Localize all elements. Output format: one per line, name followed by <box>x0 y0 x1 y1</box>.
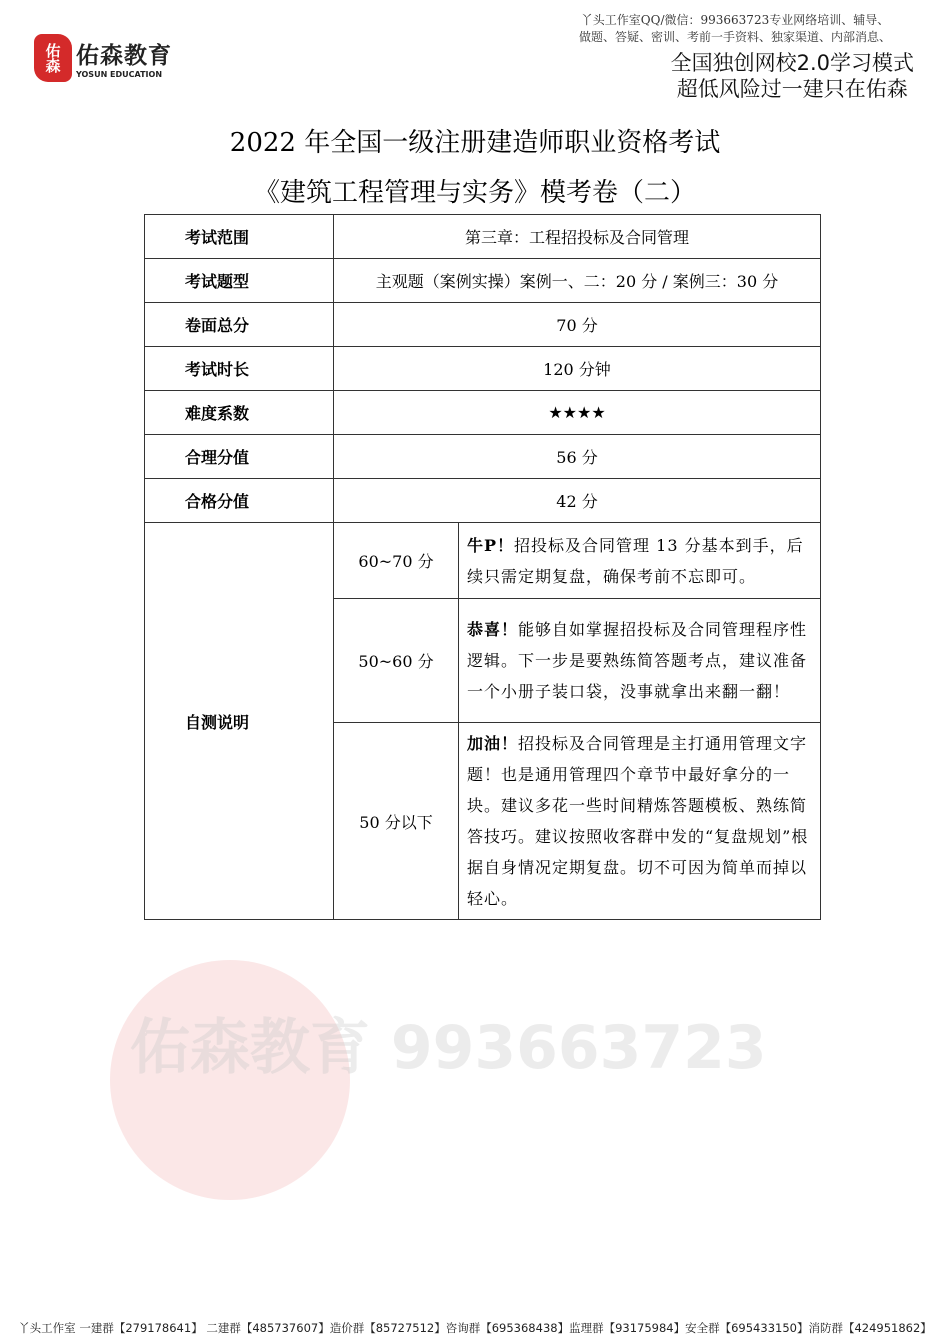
logo-mark: 佑森 <box>34 34 72 82</box>
table-row <box>145 479 821 523</box>
row-label: 合格分值 <box>145 479 334 523</box>
slogan <box>671 50 914 102</box>
logo-name: 佑森教育 <box>76 43 172 69</box>
row-label: 合理分值 <box>145 435 334 479</box>
row-label: 考试题型 <box>145 259 334 303</box>
row-value: 主观题（案例实操）案例一、二：20 分 / 案例三：30 分 <box>334 259 821 303</box>
row-value: 42 分 <box>334 479 821 523</box>
advice-text: 招投标及合同管理 13 分基本到手，后续只需定期复盘，确保考前不忘即可。 <box>467 535 804 586</box>
row-label: 难度系数 <box>145 391 334 435</box>
advice-text: 能够自如掌握招投标及合同管理程序性逻辑。下一步是要熟练简答题考点，建议准备一个小册子装口袋，没事就拿出来翻一翻！ <box>467 620 808 701</box>
row-label: 考试时长 <box>145 347 334 391</box>
table-row <box>145 347 821 391</box>
table-row <box>145 391 821 435</box>
advice <box>459 599 821 723</box>
watermark-seal <box>110 960 350 1200</box>
row-value: 70 分 <box>334 303 821 347</box>
title-line-2: 《建筑工程管理与实务》模考卷（二） <box>253 178 696 208</box>
slogan-line: 全国独创网校2.0学习模式 <box>670 51 914 75</box>
footer-groups: 丫头工作室 一建群【279178641】 二建群【485737607】造价群【85727512】咨询群【695368438】监理群【93175984】安全群【695433150】消防群【424951862】 <box>18 1321 932 1335</box>
row-value: 56 分 <box>334 435 821 479</box>
advice <box>459 723 821 920</box>
score-range: 50 分以下 <box>334 723 459 920</box>
row-label: 考试范围 <box>145 215 334 259</box>
watermark: 佑森教育 993663723 <box>130 1013 767 1083</box>
slogan-line: 超低风险过一建只在佑森 <box>676 77 908 101</box>
row-value: 第三章：工程招投标及合同管理 <box>334 215 821 259</box>
advice-lead: 牛P！ <box>467 535 515 555</box>
advice <box>459 523 821 599</box>
table-row <box>145 303 821 347</box>
exam-info-table <box>144 214 821 920</box>
row-value: 120 分钟 <box>334 347 821 391</box>
score-range: 60~70 分 <box>334 523 459 599</box>
table-row <box>145 215 821 259</box>
advice-lead: 恭喜！ <box>467 620 519 639</box>
contact-line: 丫头工作室QQ/微信：993663723专业网络培训、辅导、 <box>580 13 890 27</box>
self-test-row <box>145 523 821 599</box>
logo-english: YOSUN EDUCATION <box>76 70 163 79</box>
title-line-1: 2022 年全国一级注册建造师职业资格考试 <box>229 128 721 158</box>
table-row <box>145 259 821 303</box>
logo <box>34 34 172 82</box>
contact-line: 做题、答疑、密训、考前一手资料、独家渠道、内部消息、 <box>578 30 891 44</box>
row-value: ★★★★ <box>334 391 821 435</box>
self-test-label: 自测说明 <box>145 523 334 920</box>
score-range: 50~60 分 <box>334 599 459 723</box>
advice-text: 招投标及合同管理是主打通用管理文字题！也是通用管理四个章节中最好拿分的一块。建议多花一些时间精炼答题模板、熟练简答技巧。建议按照收客群中发的“复盘规划”根据自身情况定期复盘。切不可因为简单而掉以轻心。 <box>467 734 809 908</box>
advice-lead: 加油！ <box>467 734 519 753</box>
contact-info <box>560 12 910 46</box>
table-row <box>145 435 821 479</box>
row-label: 卷面总分 <box>145 303 334 347</box>
